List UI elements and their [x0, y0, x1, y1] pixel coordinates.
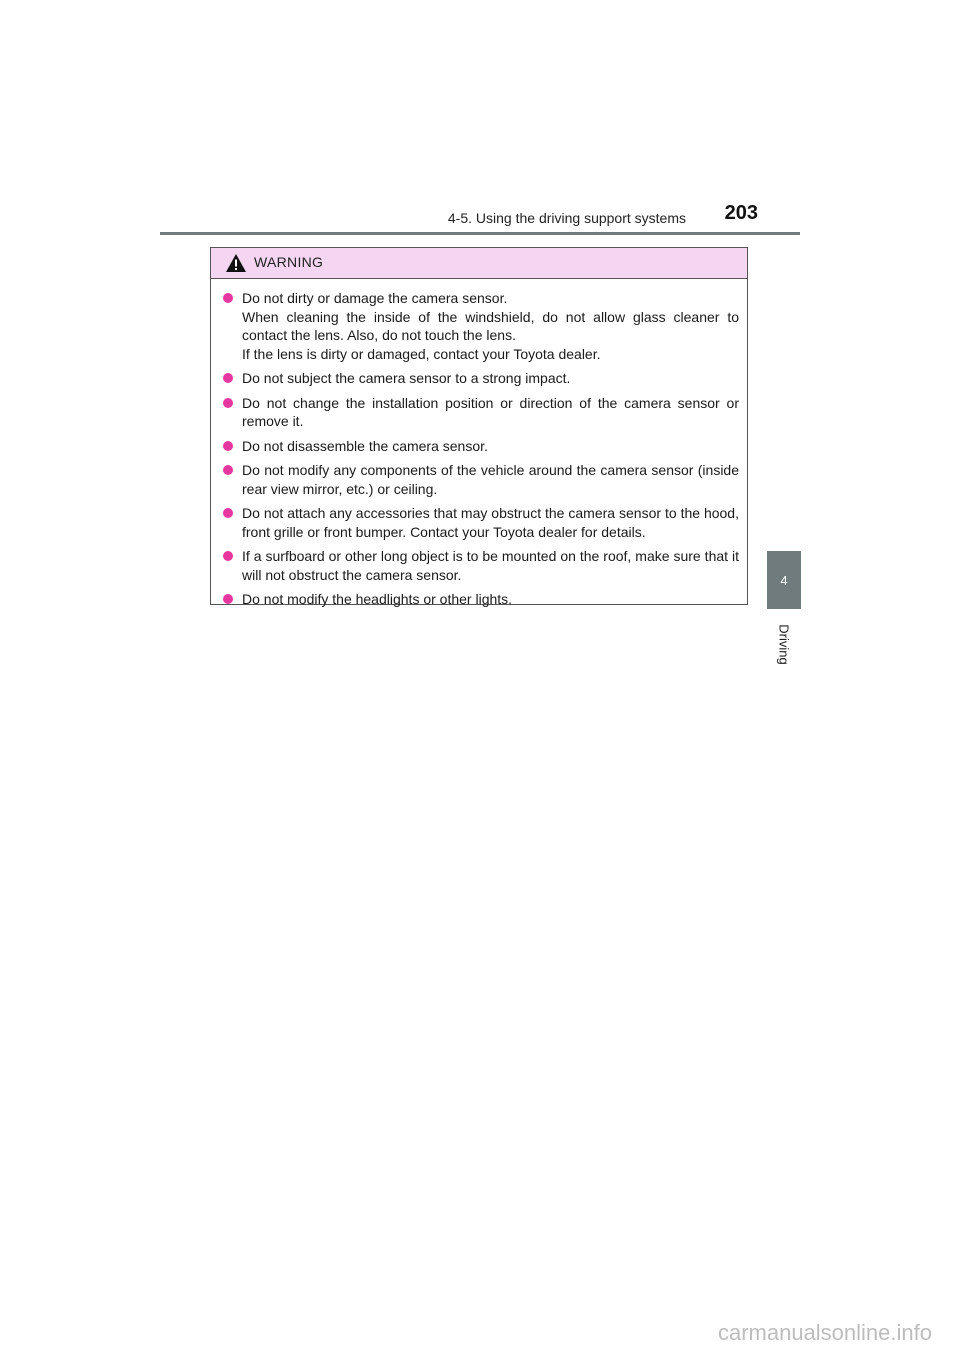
warning-item-text: If a surfboard or other long object is to be mounted on the roof, make sure that it will not obstruct the camera sensor.	[242, 548, 739, 583]
warning-triangle-icon	[225, 253, 247, 273]
warning-item-text: Do not attach any accessories that may obstruct the camera sensor to the hood, front grille or front bumper. Contact your Toyota dealer for details.	[242, 505, 739, 540]
warning-item-text: When cleaning the inside of the windshield, do not allow glass cleaner to contact the lens. Also, do not touch the lens.	[242, 308, 739, 343]
header-rule	[160, 232, 800, 235]
warning-list	[211, 279, 747, 609]
warning-item-text: Do not modify any components of the vehicle around the camera sensor (inside rear view mirror, etc.) or ceiling.	[242, 462, 739, 497]
warning-item	[223, 289, 739, 363]
warning-item	[223, 394, 739, 431]
warning-item-text: Do not disassemble the camera sensor.	[242, 437, 488, 454]
warning-item	[223, 461, 739, 498]
warning-item-text: Do not modify the headlights or other lights.	[242, 591, 513, 607]
section-title: 4-5. Using the driving support systems	[447, 210, 686, 226]
warning-item	[223, 590, 739, 609]
bullet-icon	[223, 398, 233, 408]
bullet-icon	[223, 373, 233, 383]
warning-item	[223, 437, 739, 456]
warning-item	[223, 547, 739, 584]
page-number: 203	[724, 202, 758, 224]
bullet-icon	[223, 551, 233, 561]
bullet-icon	[223, 594, 233, 604]
bullet-icon	[223, 293, 233, 303]
warning-title: WARNING	[254, 254, 324, 270]
warning-item	[223, 504, 739, 541]
chapter-label	[770, 617, 798, 671]
warning-item-text: Do not subject the camera sensor to a strong impact.	[242, 370, 571, 386]
bullet-icon	[223, 465, 233, 475]
warning-box	[210, 247, 748, 605]
warning-item-text: Do not change the installation position or direction of the camera sensor or remove it.	[242, 394, 739, 429]
bullet-icon	[223, 441, 233, 451]
chapter-tab: 4	[767, 551, 801, 609]
warning-item-text: If the lens is dirty or damaged, contact your Toyota dealer.	[242, 345, 601, 362]
warning-item-text: Do not dirty or damage the camera sensor.	[242, 290, 508, 306]
warning-item	[223, 369, 739, 388]
warning-header	[211, 248, 747, 279]
page-header	[160, 200, 800, 236]
chapter-label-text: Driving	[776, 623, 792, 665]
bullet-icon	[223, 508, 233, 518]
watermark: carmanualsonline.info	[717, 1320, 932, 1345]
